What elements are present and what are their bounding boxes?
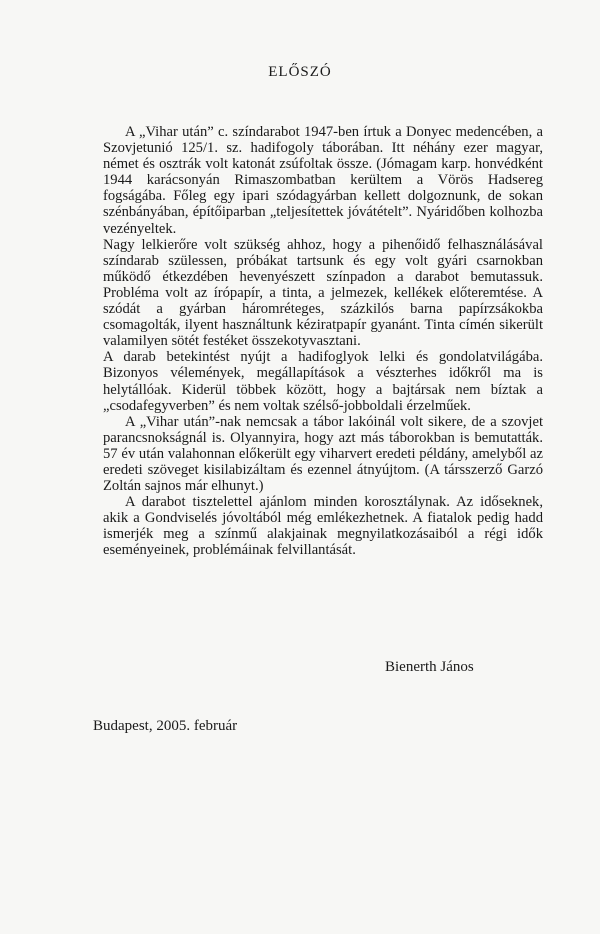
author-signature: Bienerth János xyxy=(385,659,474,675)
paragraph-1: A „Vihar után” c. színdarabot 1947-ben írtuk a Donyec medencében, a Szovjetunió 125/1. sz. hadifogoly táborában. Itt néhány ezer magyar, német és osztrák volt katonát zsúfoltak össze. (Jómagam karp. honvédként 1944 karácsonyán Rimaszombatban kerültem a Vörös Hadsereg fogságába. Főleg egy ipari szódagyárban kellett dolgoznunk, de sokan szénbányában, építőiparban „teljesítettek jóvátételt”. Nyáridőben kolhozba vezényeltek. xyxy=(103,124,543,237)
place-and-date: Budapest, 2005. február xyxy=(93,718,238,734)
page-title: ELŐSZÓ xyxy=(268,64,332,80)
paragraph-4: A „Vihar után”-nak nemcsak a tábor lakóinál volt sikere, de a szovjet parancsnokságnál is. Olyannyira, hogy azt más táborokban is bemutatták. 57 év után valahonnan előkerült egy viharvert eredeti példány, amelyből az eredeti szöveget kisilabizáltam és ezennel átnyújtom. (A társszerző Garzó Zoltán sajnos már elhunyt.) xyxy=(103,413,543,495)
foreword-body xyxy=(103,124,543,559)
paragraph-3: A darab betekintést nyújt a hadifoglyok lelki és gondolatvilágába. Bizonyos vélemények, megállapítások a vészterhes időkről ma is helytállóak. Kiderül többek között, hogy a bajtársak nem bíztak a „csodafegyverben” és nem voltak szélső-jobboldali érzelműek. xyxy=(103,349,543,414)
paragraph-2: Nagy lelkierőre volt szükség ahhoz, hogy a pihenőidő felhasználásával színdarab szülessen, próbákat tartsunk és egy volt gyári csarnokban működő étkezdében hevenyészett színpadon a darabot bemutassuk. Probléma volt az írópapír, a tinta, a jelmezek, kellékek előteremtése. A szódát a gyárban háromréteges, százkilós barna papírzsákokba csomagolták, ilyent használtunk kéziratpapír gyanánt. Tinta címén sikerült valamilyen sötét festéket összekotyvasztani. xyxy=(103,236,543,350)
paragraph-5: A darabot tisztelettel ajánlom minden korosztálynak. Az időseknek, akik a Gondviselés jóvoltából még emlékezhetnek. A fiatalok pedig hadd ismerjék meg a színmű alakjainak megnyilatkozásaiból a régi idők eseményeinek, problémáinak felvillantását. xyxy=(103,494,543,559)
